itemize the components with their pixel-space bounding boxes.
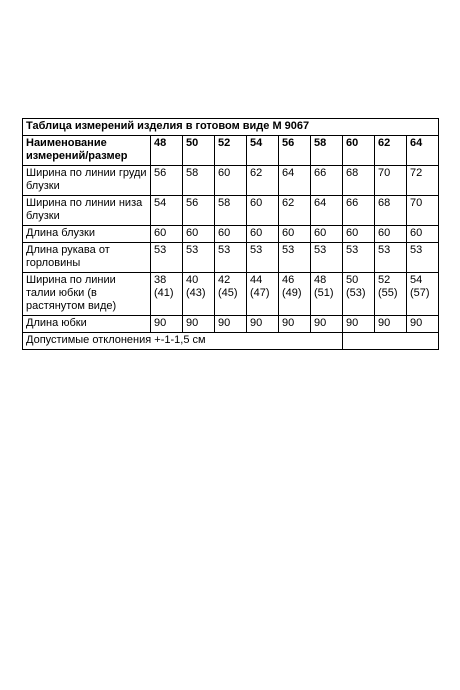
measurement-value: 68 xyxy=(375,196,407,226)
measurement-value: 90 xyxy=(343,316,375,333)
table-row xyxy=(23,196,439,226)
measurement-value: 60 xyxy=(215,166,247,196)
measurement-value: 53 xyxy=(343,243,375,273)
header-label: Наименование измерений/размер xyxy=(23,136,151,166)
measurement-label: Ширина по линии талии юбки (в растянутом виде) xyxy=(23,273,151,316)
tolerance-note: Допустимые отклонения +-1-1,5 см xyxy=(23,333,343,350)
measurement-value: 62 xyxy=(279,196,311,226)
size-header-62: 62 xyxy=(375,136,407,166)
measurement-value: 90 xyxy=(279,316,311,333)
measurement-label: Длина блузки xyxy=(23,226,151,243)
measurement-value: 50 (53) xyxy=(343,273,375,316)
measurement-value: 66 xyxy=(311,166,343,196)
measurement-value: 90 xyxy=(247,316,279,333)
measurement-value: 46 (49) xyxy=(279,273,311,316)
measurement-value: 90 xyxy=(407,316,439,333)
measurement-value: 53 xyxy=(151,243,183,273)
title-row xyxy=(23,119,439,136)
measurement-value: 70 xyxy=(407,196,439,226)
measurement-value: 58 xyxy=(183,166,215,196)
measurement-value: 48 (51) xyxy=(311,273,343,316)
measurement-value: 60 xyxy=(247,226,279,243)
note-row xyxy=(23,333,439,350)
measurement-value: 90 xyxy=(375,316,407,333)
measurement-value: 53 xyxy=(375,243,407,273)
measurement-label: Длина рукава от горловины xyxy=(23,243,151,273)
table-row xyxy=(23,226,439,243)
size-header-48: 48 xyxy=(151,136,183,166)
size-header-52: 52 xyxy=(215,136,247,166)
table-row xyxy=(23,243,439,273)
measurement-value: 60 xyxy=(279,226,311,243)
size-header-58: 58 xyxy=(311,136,343,166)
measurement-value: 90 xyxy=(183,316,215,333)
measurement-value: 60 xyxy=(375,226,407,243)
size-header-64: 64 xyxy=(407,136,439,166)
measurement-value: 90 xyxy=(215,316,247,333)
measurement-label: Ширина по линии груди блузки xyxy=(23,166,151,196)
measurement-value: 42 (45) xyxy=(215,273,247,316)
measurement-value: 40 (43) xyxy=(183,273,215,316)
measurement-value: 56 xyxy=(151,166,183,196)
empty-cell xyxy=(343,333,439,350)
measurement-value: 58 xyxy=(215,196,247,226)
measurement-value: 54 xyxy=(151,196,183,226)
measurement-value: 38 (41) xyxy=(151,273,183,316)
size-header-50: 50 xyxy=(183,136,215,166)
measurement-value: 70 xyxy=(375,166,407,196)
measurement-value: 53 xyxy=(279,243,311,273)
measurement-value: 56 xyxy=(183,196,215,226)
measurement-value: 53 xyxy=(183,243,215,273)
table-row xyxy=(23,316,439,333)
measurement-value: 68 xyxy=(343,166,375,196)
measurement-value: 90 xyxy=(311,316,343,333)
measurement-value: 54 (57) xyxy=(407,273,439,316)
measurement-value: 53 xyxy=(215,243,247,273)
measurement-value: 64 xyxy=(311,196,343,226)
measurement-value: 60 xyxy=(247,196,279,226)
size-chart-sheet xyxy=(22,118,439,350)
measurement-value: 53 xyxy=(247,243,279,273)
measurement-value: 66 xyxy=(343,196,375,226)
measurement-value: 53 xyxy=(407,243,439,273)
measurement-value: 44 (47) xyxy=(247,273,279,316)
measurement-value: 60 xyxy=(151,226,183,243)
measurement-value: 72 xyxy=(407,166,439,196)
measurement-value: 64 xyxy=(279,166,311,196)
measurement-value: 60 xyxy=(183,226,215,243)
measurement-value: 90 xyxy=(151,316,183,333)
header-row xyxy=(23,136,439,166)
measurement-value: 53 xyxy=(311,243,343,273)
measurement-label: Ширина по линии низа блузки xyxy=(23,196,151,226)
measurement-value: 62 xyxy=(247,166,279,196)
table-body xyxy=(23,119,439,350)
size-measurement-table xyxy=(22,118,439,350)
size-header-56: 56 xyxy=(279,136,311,166)
size-header-60: 60 xyxy=(343,136,375,166)
measurement-label: Длина юбки xyxy=(23,316,151,333)
table-row xyxy=(23,273,439,316)
size-header-54: 54 xyxy=(247,136,279,166)
table-row xyxy=(23,166,439,196)
measurement-value: 60 xyxy=(407,226,439,243)
measurement-value: 60 xyxy=(215,226,247,243)
table-title: Таблица измерений изделия в готовом виде М 9067 xyxy=(23,119,439,136)
measurement-value: 60 xyxy=(343,226,375,243)
measurement-value: 60 xyxy=(311,226,343,243)
measurement-value: 52 (55) xyxy=(375,273,407,316)
